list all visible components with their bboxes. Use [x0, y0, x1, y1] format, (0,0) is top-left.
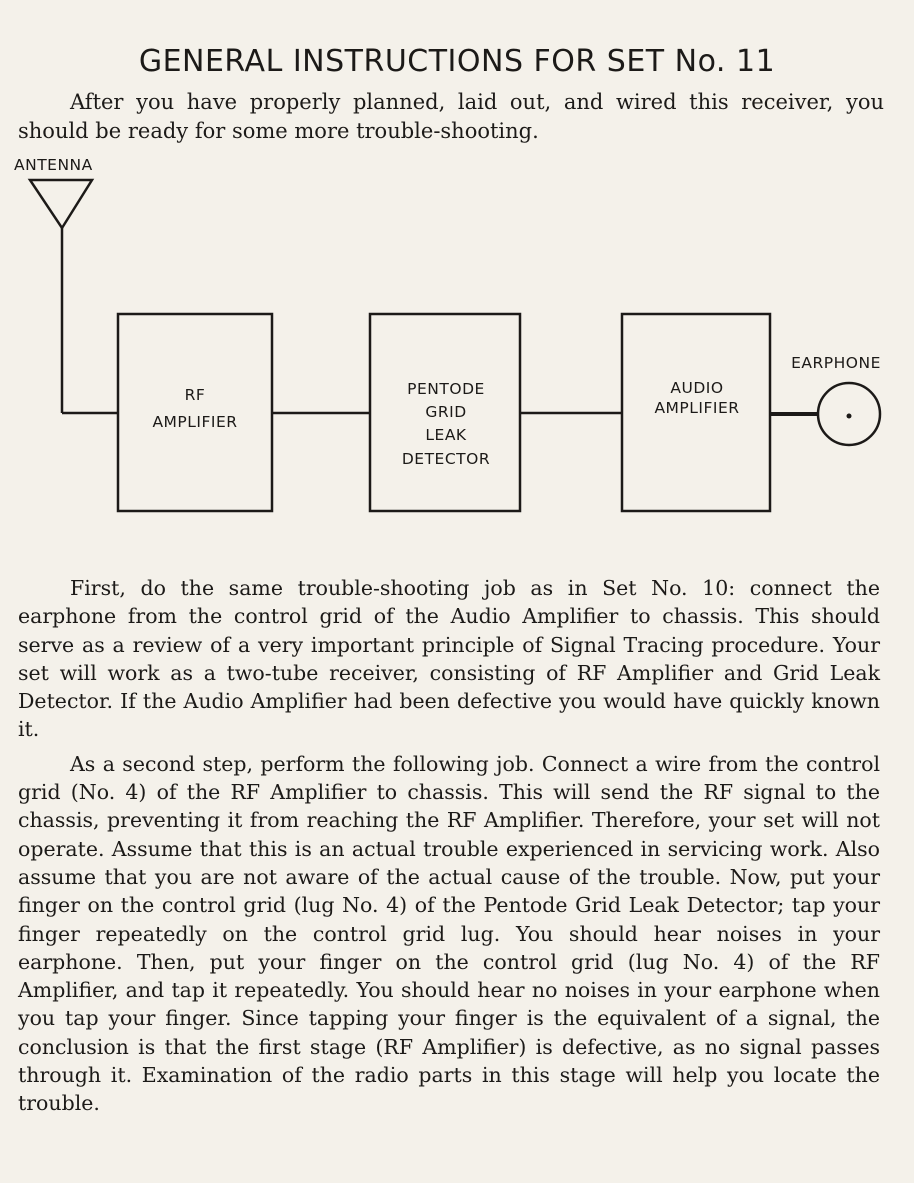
paragraph-first-step: First, do the same trouble-shooting job as in Set No. 10: connect the earphone from the control grid of the Audio Amplifier to chassis. This should serve as a review of a very important principle of Signal Tracing procedure. Your set will work as a two-tube receiver, consisting of RF Amplifier and Grid Leak Detector. If the Audio Amplifier had been defective you would have quickly known it. — [18, 576, 880, 742]
body-text — [18, 574, 880, 1124]
rf-block-line-2: AMPLIFIER — [152, 413, 238, 431]
audio-block-line-1: AUDIO — [670, 379, 724, 397]
antenna-icon — [30, 180, 92, 228]
intro-paragraph: After you have properly planned, laid out, and wired this receiver, you should be ready for some more trouble-shooting. — [18, 90, 884, 143]
detector-block-line-2: GRID — [425, 403, 467, 421]
block-diagram — [0, 150, 914, 530]
detector-block-line-1: PENTODE — [407, 380, 485, 398]
rf-block-line-1: RF — [184, 386, 206, 404]
detector-block-line-4: DETECTOR — [401, 450, 491, 468]
detector-block-line-3: LEAK — [425, 426, 467, 444]
page-title: GENERAL INSTRUCTIONS FOR SET No. 11 — [138, 44, 776, 79]
antenna-label: ANTENNA — [14, 156, 93, 174]
earphone-center-dot — [847, 414, 852, 419]
earphone-label: EARPHONE — [791, 354, 881, 372]
paragraph-second-step: As a second step, perform the following job. Connect a wire from the control grid (No. 4) of the RF Amplifier to chassis. This will send the RF signal to the chassis, preventing it from reaching the RF Amplifier. Therefore, your set will not operate. Assume that this is an actual trouble experienced in servicing work. Also assume that you are not aware of the actual cause of the trouble. Now, put your finger on the control grid (lug No. 4) of the Pentode Grid Leak Detector; tap your finger repeatedly on the control grid lug. You should hear noises in your earphone. Then, put your finger on the control grid (lug No. 4) of the RF Amplifier, and tap it repeatedly. You should hear no noises in your earphone when you tap your finger. Since tapping your finger is the equivalent of a signal, the conclusion is that the first stage (RF Amplifier) is defective, as no signal passes through it. Examination of the radio parts in this stage will help you locate the trouble. — [18, 751, 880, 1116]
audio-block-line-2: AMPLIFIER — [654, 399, 740, 417]
